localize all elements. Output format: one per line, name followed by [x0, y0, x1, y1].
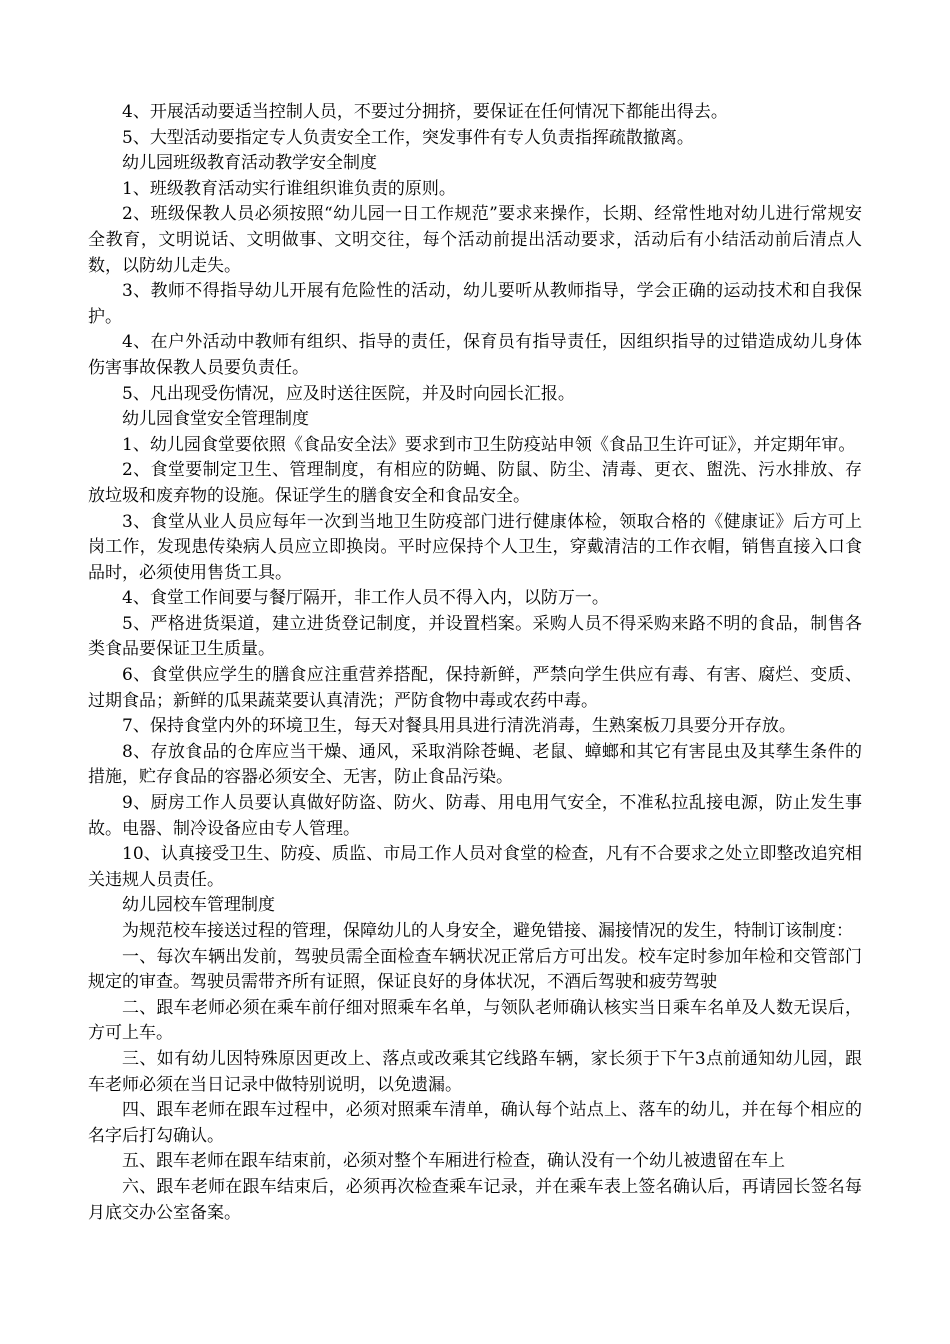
paragraph: 7、保持食堂内外的环境卫生，每天对餐具用具进行清洗消毒，生熟案板刀具要分开存放。 — [122, 716, 796, 737]
paragraph: 六、跟车老师在跟车结束后，必须再次检查乘车记录，并在乘车表上签名确认后，再请园长签名每月底交办公室备案。 — [88, 1176, 862, 1223]
paragraph: 5、严格进货渠道，建立进货登记制度，并设置档案。采购人员不得采购来路不明的食品，制售各类食品要保证卫生质量。 — [88, 613, 862, 660]
paragraph: 10、认真接受卫生、防疫、质监、市局工作人员对食堂的检查，凡有不合要求之处立即整改追究相关违规人员责任。 — [88, 844, 862, 890]
paragraph: 三、如有幼儿因特殊原因更改上、落点或改乘其它线路车辆，家长须于下午3点前通知幼儿园，跟车老师必须在当日记录中做特别说明，以免遗漏。 — [88, 1048, 862, 1095]
paragraph: 3、食堂从业人员应每年一次到当地卫生防疫部门进行健康体检，领取合格的《健康证》后方可上岗工作，发现患传染病人员应立即换岗。平时应保持个人卫生，穿戴清洁的工作衣帽，销售直接入口食品时，必须使用售货工具。 — [88, 511, 862, 583]
paragraph: 8、存放食品的仓库应当干燥、通风，采取消除苍蝇、老鼠、蟑螂和其它有害昆虫及其孳生条件的措施，贮存食品的容器必须安全、无害，防止食品污染。 — [88, 741, 862, 788]
paragraph: 2、班级保教人员必须按照“幼儿园一日工作规范”要求来操作，长期、经常性地对幼儿进行常规安全教育，文明说话、文明做事、文明交往，每个活动前提出活动要求，活动后有小结活动前后清点人数，以防幼儿走失。 — [88, 204, 862, 276]
paragraph: 1、幼儿园食堂要依照《食品安全法》要求到市卫生防疫站申领《食品卫生许可证》，并定期年审。 — [122, 434, 856, 455]
document-body — [88, 100, 862, 1226]
paragraph: 3、教师不得指导幼儿开展有危险性的活动，幼儿要听从教师指导，学会正确的运动技术和自我保护。 — [88, 281, 862, 327]
paragraph: 1、班级教育活动实行谁组织谁负责的原则。 — [122, 178, 456, 199]
paragraph: 一、每次车辆出发前，驾驶员需全面检查车辆状况正常后方可出发。校车定时参加年检和交管部门规定的审查。驾驶员需带齐所有证照，保证良好的身体状况，不酒后驾驶和疲劳驾驶 — [88, 946, 862, 993]
paragraph: 四、跟车老师在跟车过程中，必须对照乘车清单，确认每个站点上、落车的幼儿，并在每个相应的名字后打勾确认。 — [88, 1100, 862, 1146]
paragraph: 4、食堂工作间要与餐厅隔开，非工作人员不得入内，以防万一。 — [122, 588, 609, 609]
section-heading: 幼儿园食堂安全管理制度 — [122, 409, 309, 430]
paragraph: 9、厨房工作人员要认真做好防盗、防火、防毒、用电用气安全，不准私拉乱接电源，防止发生事故。电器、制冷设备应由专人管理。 — [88, 793, 862, 839]
paragraph: 为规范校车接送过程的管理，保障幼儿的人身安全，避免错接、漏接情况的发生，特制订该制度： — [122, 921, 853, 941]
paragraph: 五、跟车老师在跟车结束前，必须对整个车厢进行检查，确认没有一个幼儿被遗留在车上 — [122, 1151, 785, 1172]
paragraph: 4、开展活动要适当控制人员，不要过分拥挤，要保证在任何情况下都能出得去。 — [122, 102, 728, 122]
paragraph: 2、食堂要制定卫生、管理制度，有相应的防蝇、防鼠、防尘、清毒、更衣、盥洗、污水排放、存放垃圾和废弃物的设施。保证学生的膳食安全和食品安全。 — [88, 460, 862, 506]
paragraph: 二、跟车老师必须在乘车前仔细对照乘车名单，与领队老师确认核实当日乘车名单及人数无误后，方可上车。 — [88, 997, 862, 1044]
paragraph: 5、大型活动要指定专人负责安全工作，突发事件有专人负责指挥疏散撤离。 — [122, 127, 694, 148]
section-heading: 幼儿园班级教育活动教学安全制度 — [122, 153, 377, 174]
paragraph: 5、凡出现受伤情况，应及时送往医院，并及时向园长汇报。 — [122, 383, 575, 404]
paragraph: 4、在户外活动中教师有组织、指导的责任，保育员有指导责任，因组织指导的过错造成幼儿身体伤害事故保教人员要负责任。 — [88, 332, 862, 378]
paragraph: 6、食堂供应学生的膳食应注重营养搭配，保持新鲜，严禁向学生供应有毒、有害、腐烂、变质、过期食品；新鲜的瓜果蔬菜要认真清洗；严防食物中毒或农药中毒。 — [88, 665, 862, 711]
section-heading: 幼儿园校车管理制度 — [122, 895, 275, 916]
